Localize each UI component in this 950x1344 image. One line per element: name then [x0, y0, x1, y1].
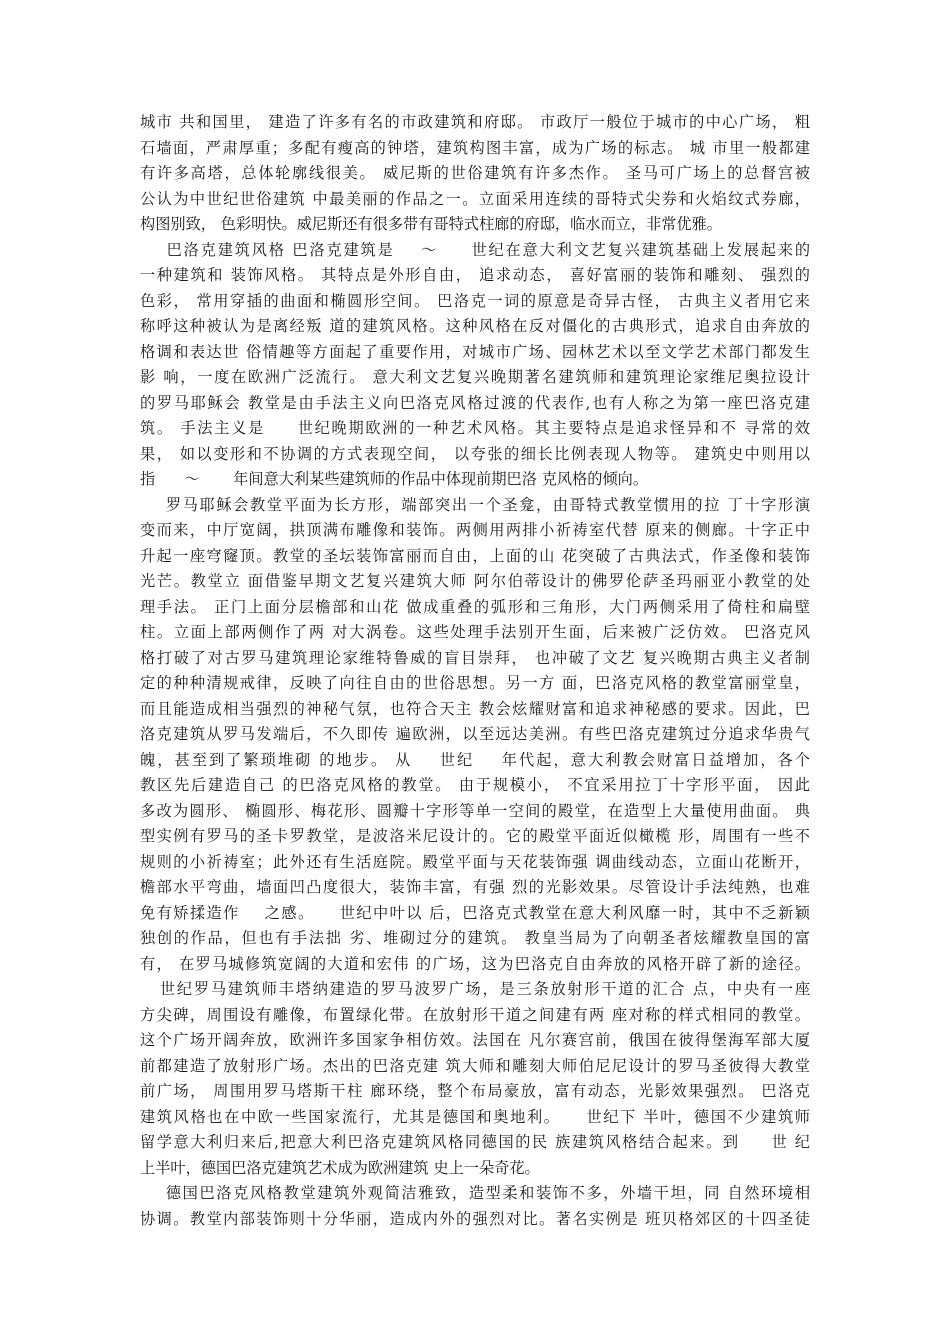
text-line: 规则的小祈祷室；此外还有生活庭院。殿堂平面与天花装饰强 调曲线动态，立面山花断开，	[140, 852, 810, 871]
text-line: 魄，甚至到了繁琐堆砌 的地步。 从 世纪 年代起，意大利教会财富日益增加，各个	[140, 750, 810, 769]
text-line: 前都建造了放射形广场。杰出的巴洛克建 筑大师和雕刻大师伯尼尼设计的罗马圣彼得大教堂	[140, 1056, 810, 1075]
text-line: 城市 共和国里， 建造了许多有名的市政建筑和府邸。 市政厅一般位于城市的中心广场， 粗	[140, 113, 810, 131]
text-line: 果， 如以变形和不协调的方式表现空间， 以夸张的细长比例表现人物等。 建筑史中则用以	[140, 444, 810, 463]
text-line: 一种建筑和 装饰风格。 其特点是外形自由， 追求动态， 喜好富丽的装饰和雕刻、 强烈的	[140, 266, 810, 284]
text-line: 升起一座穹窿顶。教堂的圣坛装饰富丽而自由，上面的山 花突破了古典法式，作圣像和装饰	[140, 546, 810, 565]
text-line: 构图别致， 色彩明快。威尼斯还有很多带有哥特式柱廊的府邸，临水而立，非常优雅。	[140, 215, 722, 233]
text-line: 留学意大利归来后,把意大利巴洛克建筑风格同德国的民 族建筑风格结合起来。到 世 纪	[140, 1133, 810, 1151]
text-line: 定的种种清规戒律，反映了向往自由的世俗思想。另一方 面，巴洛克风格的教堂富丽堂皇，	[140, 674, 810, 692]
text-line: 洛克建筑从罗马发端后，不久即传 遍欧洲，以至远达美洲。有些巴洛克建筑过分追求华贵气	[140, 725, 810, 743]
text-line: 公认为中世纪世俗建筑 中最美丽的作品之一。立面采用连续的哥特式尖券和火焰纹式券廊，	[140, 189, 810, 208]
text-line: 指 ～ 年间意大利某些建筑师的作品中体现前期巴洛 克风格的倾向。	[140, 470, 649, 488]
text-line: 檐部水平弯曲，墙面凹凸度很大，装饰丰富，有强 烈的光影效果。尽管设计手法纯熟，也难	[140, 878, 810, 896]
text-line: 免有矫揉造作 之感。 世纪中叶以 后，巴洛克式教堂在意大利风靡一时，其中不乏新颖	[140, 903, 810, 922]
document-body	[140, 110, 810, 1232]
text-line: 的罗马耶稣会 教堂是由手法主义向巴洛克风格过渡的代表作,也有人称之为第一座巴洛克建	[140, 393, 810, 412]
text-line: 这个广场开阔奔放，欧洲许多国家争相仿效。法国在 凡尔赛宫前，俄国在彼得堡海军部大厦	[140, 1031, 810, 1049]
text-line: 协调。教堂内部装饰则十分华丽，造成内外的强烈对比。著名实例是 班贝格郊区的十四圣徒	[140, 1209, 810, 1228]
text-line: 变而来，中厅宽阔，拱顶满布雕像和装饰。两侧用两排小祈祷室代替 原来的侧廊。十字正中	[140, 521, 810, 539]
text-line: 有， 在罗马城修筑宽阔的大道和宏伟 的广场，这为巴洛克自由奔放的风格开辟了新的途径。	[140, 954, 810, 973]
text-line: 色彩， 常用穿插的曲面和椭圆形空间。 巴洛克一词的原意是奇异古怪， 古典主义者用它来	[140, 291, 810, 310]
text-line: 罗马耶稣会教堂平面为长方形，端部突出一个圣龛，由哥特式教堂惯用的拉 丁十字形演	[140, 495, 810, 514]
text-line: 称呼这种被认为是离经叛 道的建筑风格。这种风格在反对僵化的古典形式，追求自由奔放的	[140, 317, 810, 335]
text-line: 独创的作品，但也有手法拙 劣、堆砌过分的建筑。 教皇当局为了向朝圣者炫耀教皇国的富	[140, 929, 810, 947]
text-line: 有许多高塔，总体轮廓线很美。 威尼斯的世俗建筑有许多杰作。 圣马可广场上的总督宫被	[140, 164, 810, 182]
text-line: 多改为圆形、 椭圆形、梅花形、圆瓣十字形等单一空间的殿堂，在造型上大量使用曲面。 典	[140, 801, 810, 820]
text-line: 型实例有罗马的圣卡罗教堂，是波洛米尼设计的。它的殿堂平面近似橄榄 形，周围有一些不	[140, 827, 810, 845]
text-line: 格打破了对古罗马建筑理论家维特鲁威的盲目崇拜， 也冲破了文艺 复兴晚期古典主义者制	[140, 648, 810, 667]
text-line: 巴洛克建筑风格 巴洛克建筑是 ～ 世纪在意大利文艺复兴建筑基础上发展起来的	[140, 240, 810, 259]
text-line: 石墙面，严肃厚重；多配有瘦高的钟塔，建筑构图丰富，成为广场的标志。 城 市里一般都建	[140, 138, 810, 157]
text-line: 上半叶，德国巴洛克建筑艺术成为欧洲建筑 史上一朵奇花。	[140, 1158, 540, 1177]
text-line: 格调和表达世 俗情趣等方面起了重要作用，对城市广场、园林艺术以至文学艺术部门都发生	[140, 342, 810, 361]
text-line: 前广场， 周围用罗马塔斯干柱 廊环绕，整个布局豪放，富有动态，光影效果强烈。 巴洛克	[140, 1082, 810, 1100]
text-line: 教区先后建造自己 的巴洛克风格的教堂。 由于规模小， 不宜采用拉丁十字形平面， 因此	[140, 776, 810, 794]
text-line: 世纪罗马建筑师丰塔纳建造的罗马波罗广场，是三条放射形干道的汇合 点，中央有一座	[140, 980, 810, 998]
text-line: 而且能造成相当强烈的神秘气氛，也符合天主 教会炫耀财富和追求神秘感的要求。因此，巴	[140, 699, 810, 718]
text-line: 建筑风格也在中欧一些国家流行，尤其是德国和奥地利。 世纪下 半叶，德国不少建筑师	[140, 1107, 810, 1126]
text-line: 方尖碑，周围设有雕像，布置绿化带。在放射形干道之间建有两 座对称的样式相同的教堂。	[140, 1005, 810, 1024]
text-line: 柱。立面上部两侧作了两 对大涡卷。这些处理手法别开生面，后来被广泛仿效。 巴洛克风	[140, 623, 810, 641]
text-line: 光芒。教堂立 面借鉴早期文艺复兴建筑大师 阿尔伯蒂设计的佛罗伦萨圣玛丽亚小教堂的处	[140, 572, 810, 590]
text-line: 筑。 手法主义是 世纪晚期欧洲的一种艺术风格。其主要特点是追求怪异和不 寻常的效	[140, 419, 810, 437]
text-line: 影 响，一度在欧洲广泛流行。 意大利文艺复兴晚期著名建筑师和建筑理论家维尼奥拉设计	[140, 368, 810, 386]
text-line: 理手法。 正门上面分层檐部和山花 做成重叠的弧形和三角形，大门两侧采用了倚柱和扁壁	[140, 597, 810, 616]
text-line: 德国巴洛克风格教堂建筑外观简洁雅致，造型柔和装饰不多，外墙干坦，同 自然环境相	[140, 1184, 810, 1202]
